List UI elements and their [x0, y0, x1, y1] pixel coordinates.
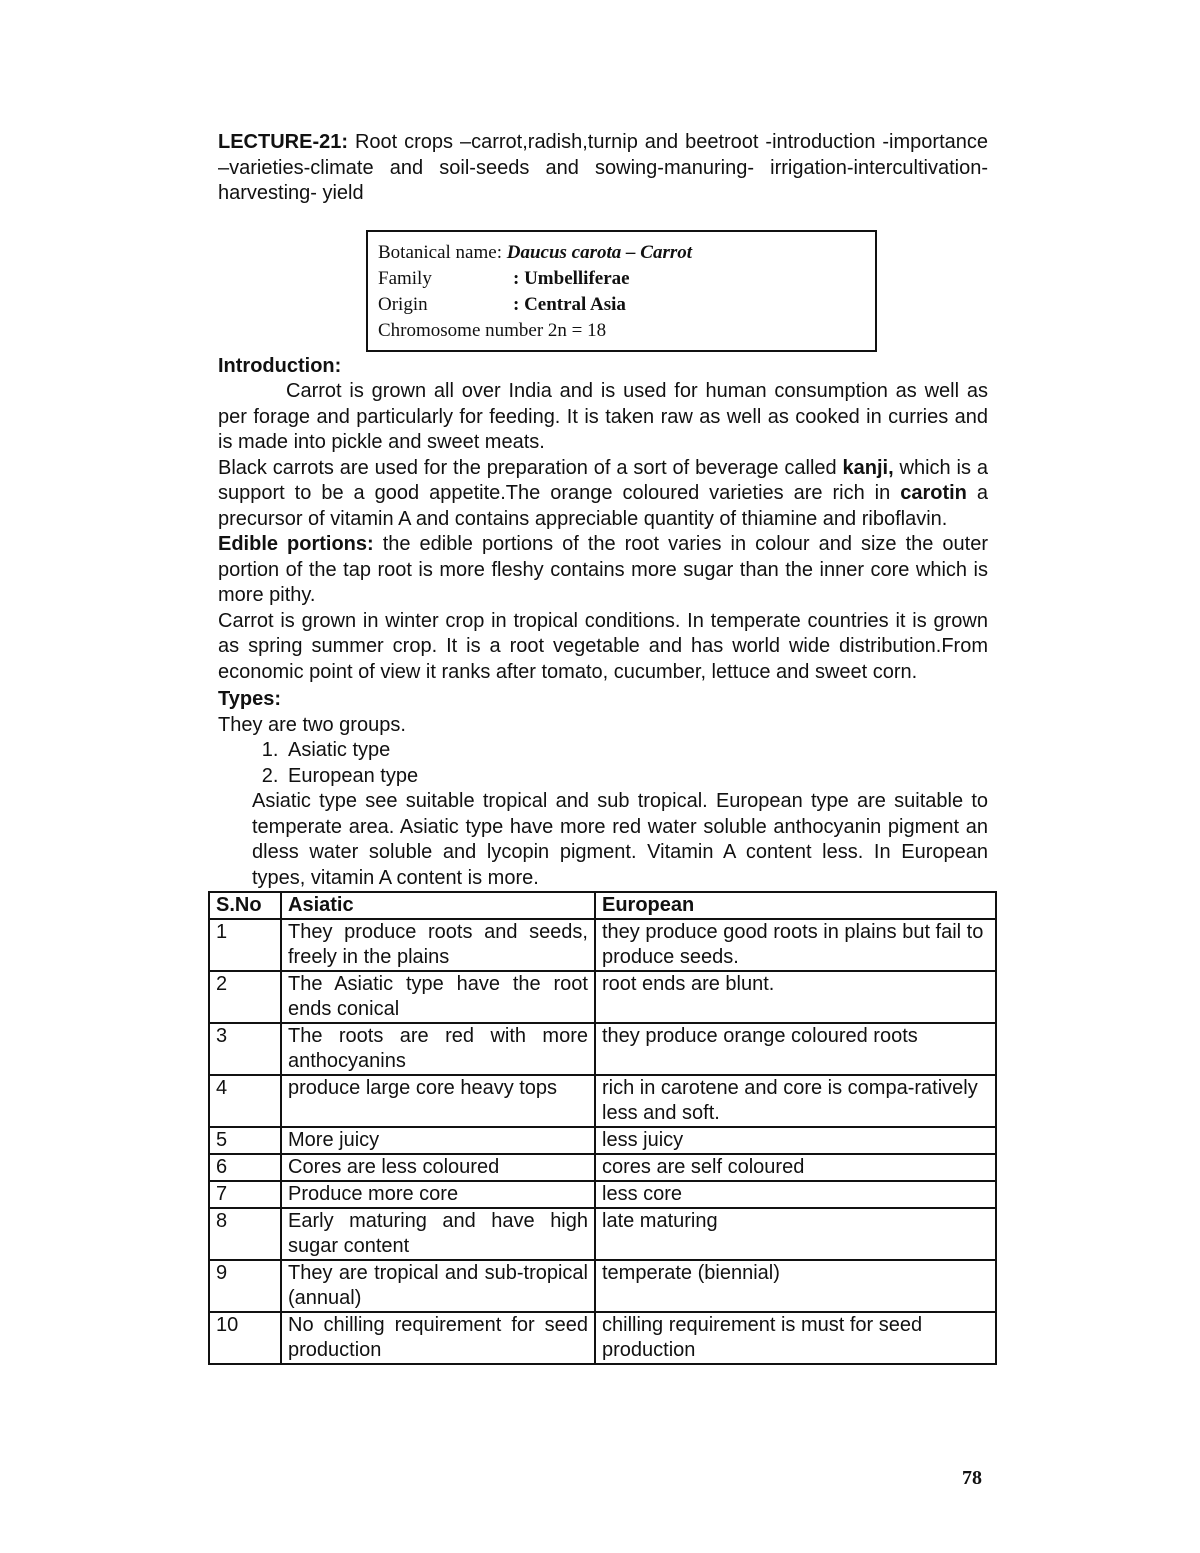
- introduction-heading: Introduction:: [218, 354, 342, 377]
- types-intro: They are two groups.: [218, 713, 406, 736]
- table-row: [209, 1075, 996, 1127]
- lecture-label: LECTURE-21:: [218, 131, 349, 153]
- cell-sno: 3: [209, 1023, 281, 1075]
- table-row: [209, 1023, 996, 1075]
- types-description: Asiatic type see suitable tropical and sub tropical. European type are suitable to temperate area. Asiatic type have more red water soluble anthocyanin pigment an dless water soluble and lycopin pigment. Vitamin A content less. In European types, vitamin A content is more.: [252, 790, 988, 889]
- column-header-asiatic: Asiatic: [281, 892, 595, 919]
- kanji-term: kanji,: [842, 456, 894, 479]
- types-heading: Types:: [218, 688, 281, 710]
- table-row: [209, 1260, 996, 1312]
- table-row: [209, 1312, 996, 1364]
- cell-asiatic: produce large core heavy tops: [281, 1075, 595, 1127]
- cell-asiatic: Cores are less coloured: [281, 1154, 595, 1181]
- lecture-heading: [218, 130, 988, 207]
- cell-asiatic: The Asiatic type have the root ends conical: [281, 971, 595, 1023]
- page-number: 78: [962, 1467, 982, 1489]
- cell-sno: 6: [209, 1154, 281, 1181]
- cell-european: chilling requirement is must for seed production: [595, 1312, 996, 1364]
- cell-european: rich in carotene and core is compa-ratively less and soft.: [595, 1075, 996, 1127]
- types-list: [218, 738, 988, 789]
- table-row: [209, 1208, 996, 1260]
- cell-asiatic: Early maturing and have high sugar content: [281, 1208, 595, 1260]
- column-header-european: European: [595, 892, 996, 919]
- origin-value: : Central Asia: [513, 293, 626, 315]
- introduction-paragraph-2: [218, 456, 988, 533]
- cell-sno: 5: [209, 1127, 281, 1154]
- origin-row: [378, 292, 865, 318]
- botanical-info-box: [366, 230, 877, 352]
- cell-asiatic: They produce roots and seeds, freely in the plains: [281, 919, 595, 971]
- cell-european: temperate (biennial): [595, 1260, 996, 1312]
- cell-european: less core: [595, 1181, 996, 1208]
- introduction-paragraph-1: Carrot is grown all over India and is used for human consumption as well as per forage and particularly for feeding. It is taken raw as well as cooked in curries and is made into pickle and sweet meats.: [218, 380, 988, 453]
- edible-portions-text: the edible portions of the root varies in colour and size the outer portion of the tap root is more fleshy contains more sugar than the inner core which is more pithy.: [218, 533, 988, 606]
- table-row: [209, 919, 996, 971]
- cell-asiatic: Produce more core: [281, 1181, 595, 1208]
- cell-asiatic: No chilling requirement for seed production: [281, 1312, 595, 1364]
- introduction-paragraph-4: Carrot is grown in winter crop in tropical conditions. In temperate countries it is grown as spring summer crop. It is a root vegetable and has world wide distribution.From economic point of view it ranks after tomato, cucumber, lettuce and sweet corn.: [218, 609, 988, 683]
- cell-european: cores are self coloured: [595, 1154, 996, 1181]
- cell-asiatic: The roots are red with more anthocyanins: [281, 1023, 595, 1075]
- botanical-name-row: [378, 240, 865, 266]
- table-row: [209, 1127, 996, 1154]
- table-body: [209, 919, 996, 1364]
- intro-p2-text-c: a precursor of vitamin A and contains appreciable quantity of thiamine and riboflavin.: [218, 482, 988, 530]
- family-label: Family: [378, 267, 432, 289]
- cell-european: less juicy: [595, 1127, 996, 1154]
- cell-european: they produce good roots in plains but fail to produce seeds.: [595, 919, 996, 971]
- botanical-name-value: Daucus carota – Carrot: [506, 241, 693, 263]
- edible-portions-paragraph: [218, 532, 988, 609]
- table-row: [209, 1181, 996, 1208]
- cell-sno: 8: [209, 1208, 281, 1260]
- origin-label: Origin: [378, 293, 428, 315]
- chromosome-row: Chromosome number 2n = 18: [378, 319, 607, 341]
- cell-sno: 1: [209, 919, 281, 971]
- cell-sno: 7: [209, 1181, 281, 1208]
- edible-portions-label: Edible portions:: [218, 533, 374, 555]
- cell-sno: 4: [209, 1075, 281, 1127]
- lecture-title: Root crops –carrot,radish,turnip and beetroot -introduction -importance –varieties-climate and soil-seeds and sowing-manuring- irrigation-intercultivation-harvesting- yield: [218, 131, 988, 204]
- carotin-term: carotin: [900, 482, 967, 504]
- intro-p2-text-b: which is a support to be a good appetite.The orange coloured varieties are rich in: [218, 456, 989, 504]
- table-header-row: [209, 892, 996, 919]
- column-header-sno: S.No: [209, 892, 281, 919]
- intro-p2-text-a: Black carrots are used for the preparation of a sort of beverage called: [218, 456, 843, 479]
- comparison-table: [208, 891, 997, 1365]
- cell-european: root ends are blunt.: [595, 971, 996, 1023]
- cell-asiatic: They are tropical and sub-tropical (annual): [281, 1260, 595, 1312]
- cell-sno: 10: [209, 1312, 281, 1364]
- table-row: [209, 971, 996, 1023]
- family-row: [378, 266, 865, 292]
- family-value: : Umbelliferae: [513, 267, 630, 289]
- cell-asiatic: More juicy: [281, 1127, 595, 1154]
- list-item: 1. Asiatic type: [284, 738, 988, 764]
- botanical-name-label: Botanical name:: [378, 241, 507, 263]
- table-row: [209, 1154, 996, 1181]
- cell-sno: 2: [209, 971, 281, 1023]
- cell-european: they produce orange coloured roots: [595, 1023, 996, 1075]
- document-page: [218, 130, 988, 1365]
- list-item: 2. European type: [284, 764, 988, 790]
- cell-sno: 9: [209, 1260, 281, 1312]
- cell-european: late maturing: [595, 1208, 996, 1260]
